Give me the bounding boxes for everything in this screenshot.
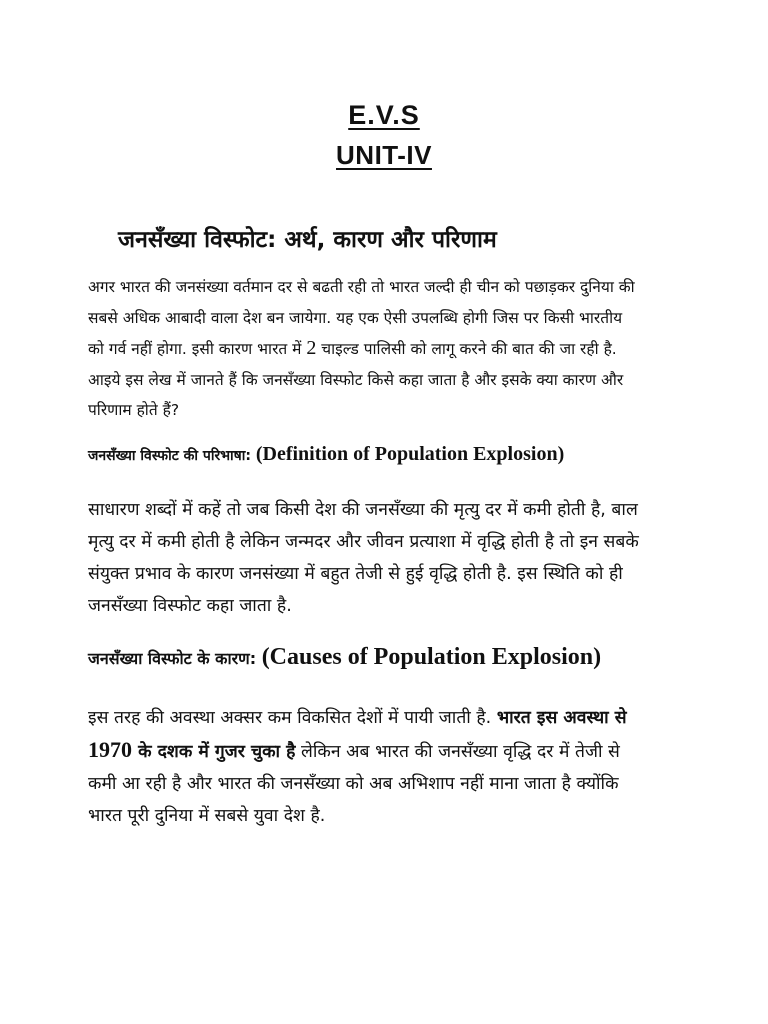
causes-line: भारत पूरी दुनिया में सबसे युवा देश है. xyxy=(88,806,326,826)
intro-number: 2 xyxy=(306,337,317,359)
causes-bold-text: के दशक में गुजर चुका है xyxy=(132,742,296,762)
causes-line: कमी आ रही है और भारत की जनसँख्या को अब अभिशाप नहीं माना जाता है क्योंकि xyxy=(88,774,619,794)
intro-line-part: चाइल्ड पालिसी को लागू करने की बात की जा रही है. xyxy=(316,340,617,358)
definition-line: जनसँख्या विस्फोट कहा जाता है. xyxy=(88,596,292,616)
causes-paragraph xyxy=(88,702,690,832)
definition-heading-hindi: जनसँख्या विस्फोट की परिभाषा: xyxy=(88,448,256,464)
causes-bold-text: भारत इस अवस्था से xyxy=(496,708,627,728)
causes-year: 1970 xyxy=(88,737,132,762)
document-title: E.V.S xyxy=(348,100,420,130)
definition-line: संयुक्त प्रभाव के कारण जनसंख्या में बहुत तेजी से हुई वृद्धि होती है. इस स्थिति को ही xyxy=(88,564,623,584)
intro-line xyxy=(88,333,690,365)
intro-line: परिणाम होते हैं? xyxy=(88,401,180,419)
causes-heading xyxy=(88,644,601,671)
causes-text: लेकिन अब भारत की जनसँख्या वृद्धि दर में तेजी से xyxy=(295,742,620,762)
definition-paragraph xyxy=(88,494,690,622)
intro-line: सबसे अधिक आबादी वाला देश बन जायेगा. यह एक ऐसी उपलब्धि होगी जिस पर किसी भारतीय xyxy=(88,308,623,327)
main-heading: जनसँख्या विस्फोट: अर्थ, कारण और परिणाम xyxy=(118,227,497,253)
intro-paragraph xyxy=(88,272,690,426)
definition-line: साधारण शब्दों में कहें तो जब किसी देश की जनसँख्या की मृत्यु दर में कमी होती है, बाल xyxy=(88,500,638,520)
document-subtitle: UNIT-IV xyxy=(336,140,432,170)
definition-heading-english: (Definition of Population Explosion) xyxy=(255,443,565,465)
intro-line: आइये इस लेख में जानते हैं कि जनसँख्या विस्फोट किसे कहा जाता है और इसके क्या कारण और xyxy=(88,370,624,389)
causes-heading-hindi: जनसँख्या विस्फोट के कारण: xyxy=(88,649,262,668)
definition-heading xyxy=(88,443,564,466)
definition-line: मृत्यु दर में कमी होती है लेकिन जन्मदर और जीवन प्रत्याशा में वृद्धि होती है तो इन सबके xyxy=(88,532,639,552)
intro-line-part: को गर्व नहीं होगा. इसी कारण भारत में xyxy=(88,340,302,358)
causes-text: इस तरह की अवस्था अक्सर कम विकसित देशों में पायी जाती है. xyxy=(88,708,497,728)
intro-line: अगर भारत की जनसंख्या वर्तमान दर से बढती रही तो भारत जल्दी ही चीन को पछाड़कर दुनिया की xyxy=(88,278,635,296)
causes-line xyxy=(88,702,690,734)
causes-line xyxy=(88,734,690,768)
causes-heading-english: (Causes of Population Explosion) xyxy=(261,644,602,670)
